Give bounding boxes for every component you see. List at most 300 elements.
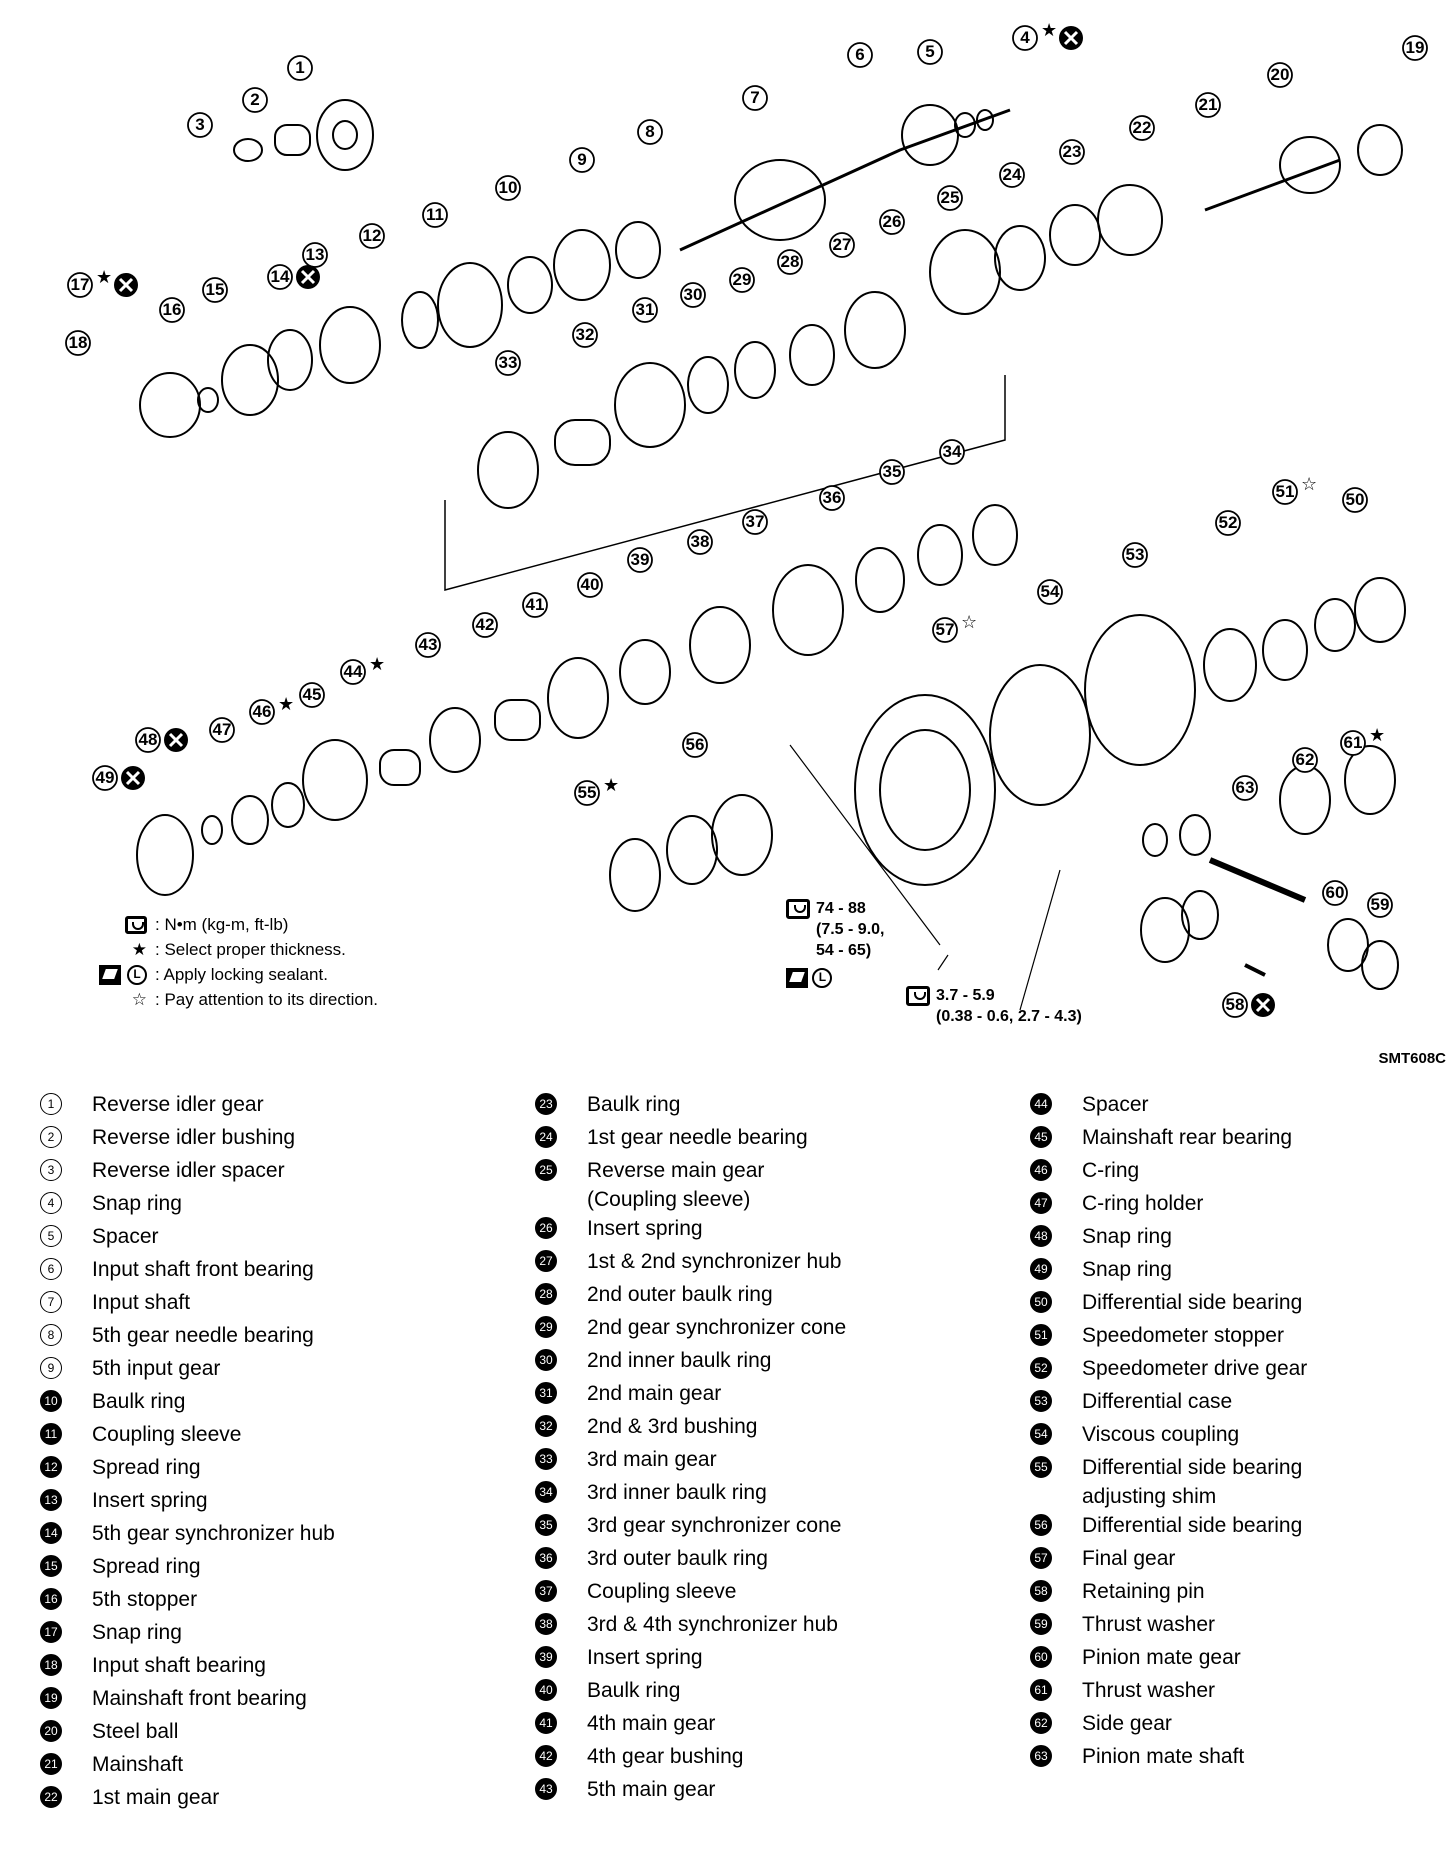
filled-star-icon: ★ — [1041, 20, 1058, 41]
callout-number: 20 — [1270, 65, 1290, 84]
part-name: 1st main gear — [92, 1786, 220, 1809]
part-number-badge: 49 — [1030, 1258, 1052, 1280]
part-spacer-44 — [380, 750, 420, 785]
part-c-ring — [272, 783, 304, 827]
part-name: C-ring — [1082, 1159, 1140, 1182]
parts-list-item — [535, 1610, 846, 1643]
callout-4 — [1013, 20, 1083, 50]
callout-number: 44 — [343, 662, 363, 681]
parts-list-item — [40, 1156, 335, 1189]
filled-star-icon: ★ — [278, 694, 295, 715]
part-3rd-4th-synchronizer-hub — [690, 607, 750, 683]
callout-number: 37 — [745, 512, 765, 531]
callout-number: 46 — [252, 702, 272, 721]
part-name: Coupling sleeve — [92, 1423, 242, 1446]
callout-number: 10 — [498, 178, 518, 197]
part-number-badge: 14 — [40, 1522, 62, 1544]
callout-33 — [496, 351, 520, 375]
part-number-badge: 59 — [1030, 1613, 1052, 1635]
part-number-badge: 61 — [1030, 1679, 1052, 1701]
part-number-badge: 7 — [40, 1291, 62, 1313]
locking-sealant-letter: L — [812, 968, 832, 988]
callout-number: 29 — [732, 270, 752, 289]
parts-list-item — [535, 1247, 846, 1280]
part-3rd-main-gear — [478, 432, 538, 508]
part-5th-input-gear — [554, 230, 610, 300]
callout-48 — [136, 728, 188, 752]
parts-list-item — [40, 1222, 335, 1255]
callout-number: 12 — [362, 226, 382, 245]
part-number-badge: 45 — [1030, 1126, 1052, 1148]
part-number-badge: 32 — [535, 1415, 557, 1437]
part-number-badge: 50 — [1030, 1291, 1052, 1313]
callout-29 — [730, 268, 754, 292]
parts-list-item — [535, 1313, 846, 1346]
parts-list-item — [40, 1717, 335, 1750]
callout-number: 56 — [685, 735, 705, 754]
parts-list-item — [1030, 1123, 1307, 1156]
part-coupling-sleeve-37 — [773, 565, 843, 655]
parts-list-item — [1030, 1742, 1307, 1775]
callout-37 — [743, 510, 767, 534]
part-name: Insert spring — [587, 1217, 703, 1240]
part-name: 5th main gear — [587, 1778, 716, 1801]
part-number-badge: 25 — [535, 1159, 557, 1181]
parts-list-item — [40, 1189, 335, 1222]
parts-list-item — [535, 1478, 846, 1511]
callout-41 — [523, 593, 547, 617]
callout-number: 55 — [577, 783, 597, 802]
parts-list-item — [535, 1544, 846, 1577]
part-mainshaft — [1205, 160, 1340, 210]
part-2nd-main-gear — [615, 363, 685, 447]
parts-list-item — [535, 1742, 846, 1775]
part-name: Baulk ring — [587, 1093, 681, 1116]
callout-number: 28 — [780, 252, 800, 271]
part-name: Mainshaft front bearing — [92, 1687, 307, 1710]
part-snap-ring-17 — [198, 388, 218, 412]
torque-spec-final-gear-bolt: 74 - 88 (7.5 - 9.0, 54 - 65) L — [786, 898, 884, 988]
part-c-ring-holder — [232, 796, 268, 844]
part-number-badge: 8 — [40, 1324, 62, 1346]
legend-direction: ☆ : Pay attention to its direction. — [75, 987, 378, 1012]
part-snap-ring-49 — [137, 815, 193, 895]
part-number-badge: 4 — [40, 1192, 62, 1214]
callout-20 — [1268, 63, 1292, 87]
part-number-badge: 42 — [535, 1745, 557, 1767]
parts-list-item — [1030, 1643, 1307, 1676]
callout-number: 54 — [1040, 582, 1060, 601]
callout-54 — [1038, 580, 1062, 604]
parts-list-item — [535, 1775, 846, 1808]
parts-list-item — [535, 1346, 846, 1379]
part-number-badge: 47 — [1030, 1192, 1052, 1214]
part-retaining-pin — [1245, 965, 1265, 975]
part-number-badge: 1 — [40, 1093, 62, 1115]
callout-27 — [830, 233, 854, 257]
part-final-gear — [855, 695, 995, 885]
parts-list-item — [535, 1445, 846, 1478]
callout-number: 18 — [68, 333, 88, 352]
part-2nd-3rd-bushing — [555, 420, 610, 465]
callout-number: 57 — [935, 620, 955, 639]
torque-spec-case-screw: 3.7 - 5.9 (0.38 - 0.6, 2.7 - 4.3) — [906, 985, 1082, 1027]
callout-number: 26 — [882, 212, 902, 231]
part-number-badge: 39 — [535, 1646, 557, 1668]
parts-list-item — [40, 1453, 335, 1486]
part-name: Spread ring — [92, 1456, 201, 1479]
part-name: 2nd outer baulk ring — [587, 1283, 773, 1306]
callout-39 — [628, 548, 652, 572]
parts-list-item — [1030, 1544, 1307, 1577]
part-name: 5th input gear — [92, 1357, 221, 1380]
part-3rd-gear-synchronizer-cone — [918, 525, 962, 585]
callout-number: 45 — [302, 685, 322, 704]
sealant-icon — [786, 968, 808, 988]
callout-35 — [880, 460, 904, 484]
parts-list-item — [535, 1412, 846, 1445]
callout-number: 62 — [1295, 750, 1315, 769]
part-number-badge: 46 — [1030, 1159, 1052, 1181]
part-side-gear — [1280, 766, 1330, 834]
part-differential-case — [1085, 615, 1195, 765]
part-number-badge: 62 — [1030, 1712, 1052, 1734]
part-1st-gear-needle-bearing — [995, 226, 1045, 290]
callout-28 — [778, 250, 802, 274]
parts-list-item — [1030, 1288, 1307, 1321]
part-number-badge: 56 — [1030, 1514, 1052, 1536]
part-5th-main-gear — [430, 708, 480, 772]
part-number-badge: 41 — [535, 1712, 557, 1734]
callout-32 — [573, 323, 597, 347]
filled-star-icon: ★ — [1369, 725, 1386, 746]
callout-number: 14 — [270, 267, 290, 286]
callout-number: 22 — [1132, 118, 1152, 137]
part-3rd-inner-baulk-ring — [973, 505, 1017, 565]
part-number-badge: 26 — [535, 1217, 557, 1239]
part-name: Baulk ring — [92, 1390, 186, 1413]
callout-number: 25 — [940, 188, 960, 207]
filled-star-icon: ★ — [369, 654, 386, 675]
parts-list-item — [40, 1288, 335, 1321]
callout-24 — [1000, 163, 1024, 187]
part-name: Pinion mate shaft — [1082, 1745, 1245, 1768]
part-reverse-idler-gear — [317, 100, 373, 170]
part-number-badge: 51 — [1030, 1324, 1052, 1346]
callout-number: 47 — [212, 720, 232, 739]
part-number-badge: 17 — [40, 1621, 62, 1643]
part-number-badge: 43 — [535, 1778, 557, 1800]
part-number-badge: 21 — [40, 1753, 62, 1775]
callout-52 — [1216, 511, 1240, 535]
part-spread-ring-12 — [402, 292, 438, 348]
locking-sealant-letter: L — [127, 965, 147, 985]
part-name: Input shaft — [92, 1291, 191, 1314]
callout-2 — [243, 88, 267, 112]
parts-list-item — [40, 1585, 335, 1618]
part-name: 3rd main gear — [587, 1448, 717, 1471]
parts-list-item — [1030, 1156, 1307, 1189]
part-name: 4th main gear — [587, 1712, 716, 1735]
callout-number: 60 — [1325, 883, 1345, 902]
part-name: Input shaft bearing — [92, 1654, 266, 1677]
callout-30 — [681, 283, 705, 307]
callout-number: 30 — [683, 285, 703, 304]
callout-25 — [938, 186, 962, 210]
part-name: Retaining pin — [1082, 1580, 1205, 1603]
part-name: Reverse idler bushing — [92, 1126, 296, 1149]
part-thrust-washer-59 — [1362, 941, 1398, 989]
parts-list-column-1 — [40, 1090, 335, 1816]
part-reverse-main-gear — [930, 230, 1000, 314]
part-reverse-idler-spacer — [234, 139, 262, 161]
callout-18 — [66, 331, 90, 355]
part-name: Spacer — [92, 1225, 159, 1248]
outline-star-icon: ☆ — [961, 612, 978, 633]
callout-number: 4 — [1020, 28, 1030, 47]
part-name: 2nd & 3rd bushing — [587, 1415, 758, 1438]
part-2nd-gear-synchronizer-cone — [735, 342, 775, 398]
callout-number: 19 — [1405, 38, 1425, 57]
part-input-shaft-front-bearing — [902, 105, 958, 165]
part-number-badge: 23 — [535, 1093, 557, 1115]
part-coupling-sleeve-11 — [438, 263, 502, 347]
part-name: 3rd gear synchronizer cone — [587, 1514, 842, 1537]
part-spread-ring-15 — [268, 330, 312, 390]
callout-23 — [1060, 140, 1084, 164]
part-number-badge: 37 — [535, 1580, 557, 1602]
figure-code: SMT608C — [1378, 1050, 1446, 1067]
parts-list-item — [535, 1156, 846, 1214]
part-name: Insert spring — [587, 1646, 703, 1669]
callout-16 — [160, 298, 184, 322]
part-number-badge: 15 — [40, 1555, 62, 1577]
parts-list-item — [535, 1676, 846, 1709]
parts-list-item — [40, 1651, 335, 1684]
callout-number: 50 — [1345, 490, 1365, 509]
parts-list-item — [1030, 1676, 1307, 1709]
callout-45 — [300, 683, 324, 707]
callout-57 — [933, 612, 977, 642]
part-number-badge: 31 — [535, 1382, 557, 1404]
part-number-badge: 10 — [40, 1390, 62, 1412]
callout-40 — [578, 573, 602, 597]
part-name: 2nd gear synchronizer cone — [587, 1316, 847, 1339]
callout-number: 40 — [580, 575, 600, 594]
callout-1 — [288, 56, 312, 80]
part-number-badge: 54 — [1030, 1423, 1052, 1445]
callout-22 — [1130, 116, 1154, 140]
callout-8 — [638, 120, 662, 144]
part-number-badge: 63 — [1030, 1745, 1052, 1767]
callout-number: 32 — [575, 325, 595, 344]
parts-list-item — [40, 1123, 335, 1156]
callout-36 — [820, 486, 844, 510]
callout-61 — [1341, 725, 1385, 755]
callout-number: 8 — [645, 122, 655, 141]
callout-number: 63 — [1235, 778, 1255, 797]
callout-49 — [93, 766, 145, 790]
part-name: 3rd inner baulk ring — [587, 1481, 767, 1504]
part-name: Pinion mate gear — [1082, 1646, 1241, 1669]
callout-number: 36 — [822, 488, 842, 507]
callout-34 — [940, 440, 964, 464]
part-number-badge: 34 — [535, 1481, 557, 1503]
part-number-badge: 30 — [535, 1349, 557, 1371]
part-1st-2nd-synchronizer-hub — [845, 292, 905, 368]
part-name: Steel ball — [92, 1720, 179, 1743]
part-name: 4th gear bushing — [587, 1745, 744, 1768]
part-name: Input shaft front bearing — [92, 1258, 314, 1281]
part-baulk-ring-23 — [1050, 205, 1100, 265]
callout-63 — [1233, 776, 1257, 800]
legend-torque: : N•m (kg-m, ft-lb) — [75, 912, 378, 937]
callout-42 — [473, 613, 497, 637]
part-name: C-ring holder — [1082, 1192, 1204, 1215]
part-name: Reverse idler spacer — [92, 1159, 285, 1182]
callout-number: 13 — [305, 245, 325, 264]
callout-46 — [250, 694, 294, 724]
callout-26 — [880, 210, 904, 234]
part-name: 5th stopper — [92, 1588, 198, 1611]
callout-17 — [68, 267, 138, 297]
part-number-badge: 3 — [40, 1159, 62, 1181]
part-number-badge: 13 — [40, 1489, 62, 1511]
callout-number: 3 — [195, 115, 205, 134]
part-number-badge: 44 — [1030, 1093, 1052, 1115]
callout-number: 59 — [1370, 895, 1390, 914]
part-5th-gear-needle-bearing — [616, 222, 660, 278]
callout-number: 53 — [1125, 545, 1145, 564]
parts-list-item — [535, 1577, 846, 1610]
part-name: Spacer — [1082, 1093, 1149, 1116]
callout-number: 58 — [1225, 995, 1245, 1014]
parts-list-item — [40, 1255, 335, 1288]
callout-number: 6 — [855, 45, 865, 64]
part-differential-side-bearing-adjusting-shim — [610, 839, 660, 911]
part-number-badge: 11 — [40, 1423, 62, 1445]
parts-list-item — [535, 1280, 846, 1313]
callout-58 — [1223, 993, 1275, 1017]
parts-list-item — [1030, 1354, 1307, 1387]
part-4th-gear-bushing — [495, 700, 540, 740]
parts-list-item — [1030, 1321, 1307, 1354]
callout-12 — [360, 224, 384, 248]
part-name: Mainshaft — [92, 1753, 184, 1776]
callout-14 — [268, 265, 320, 289]
part-name: Snap ring — [1082, 1225, 1172, 1248]
part-speedometer-stopper — [1263, 620, 1307, 680]
parts-list-item — [535, 1709, 846, 1742]
torque-icon — [906, 986, 930, 1006]
callout-60 — [1323, 881, 1347, 905]
parts-list-item — [1030, 1709, 1307, 1742]
part-number-badge: 9 — [40, 1357, 62, 1379]
callout-47 — [210, 718, 234, 742]
sealant-icon — [99, 965, 121, 985]
part-name: 5th gear synchronizer hub — [92, 1522, 335, 1545]
part-input-shaft — [680, 110, 1010, 250]
parts-list-item — [535, 1379, 846, 1412]
part-name: Differential side bearing — [1082, 1291, 1303, 1314]
callout-number: 16 — [162, 300, 182, 319]
parts-list-item — [40, 1783, 335, 1816]
filled-star-icon: ★ — [603, 775, 620, 796]
part-number-badge: 57 — [1030, 1547, 1052, 1569]
callout-number: 35 — [882, 462, 902, 481]
callout-38 — [688, 530, 712, 554]
part-name: 3rd outer baulk ring — [587, 1547, 768, 1570]
part-1st-main-gear — [1098, 185, 1162, 255]
part-pinion-mate-shaft — [1210, 860, 1305, 900]
outline-star-icon: ☆ — [131, 990, 147, 1009]
part-number-badge: 22 — [40, 1786, 62, 1808]
parts-list-item — [40, 1552, 335, 1585]
callout-7 — [743, 86, 767, 110]
part-reverse-idler-bushing — [275, 125, 310, 155]
part-name: 1st gear needle bearing — [587, 1126, 808, 1149]
filled-star-icon: ★ — [131, 940, 147, 959]
parts-list-column-2 — [535, 1090, 846, 1808]
callout-56 — [683, 733, 707, 757]
part-number-badge: 12 — [40, 1456, 62, 1478]
callout-number: 33 — [498, 353, 518, 372]
parts-list-item — [535, 1123, 846, 1156]
part-3rd-outer-baulk-ring — [856, 548, 904, 612]
parts-list-item — [1030, 1222, 1307, 1255]
part-thrust-washer-61 — [1345, 746, 1395, 814]
callout-53 — [1123, 543, 1147, 567]
callout-number: 1 — [295, 58, 305, 77]
part-5th-stopper — [222, 345, 278, 415]
parts-list-item — [40, 1090, 335, 1123]
part-number-badge: 60 — [1030, 1646, 1052, 1668]
parts-list-item — [40, 1486, 335, 1519]
parts-list-item — [1030, 1453, 1307, 1511]
parts-list-item — [1030, 1090, 1307, 1123]
callout-number: 49 — [95, 768, 115, 787]
part-number-badge: 28 — [535, 1283, 557, 1305]
callout-31 — [633, 298, 657, 322]
callout-number: 52 — [1218, 513, 1238, 532]
callout-43 — [416, 633, 440, 657]
part-name: Baulk ring — [587, 1679, 681, 1702]
callout-number: 42 — [475, 615, 495, 634]
part-number-badge: 24 — [535, 1126, 557, 1148]
part-name: Side gear — [1082, 1712, 1172, 1735]
part-name: Coupling sleeve — [587, 1580, 737, 1603]
parts-list-item — [40, 1684, 335, 1717]
callout-number: 2 — [250, 90, 260, 109]
parts-list-item — [1030, 1511, 1307, 1544]
callout-9 — [570, 148, 594, 172]
parts-list-item — [40, 1354, 335, 1387]
part-name: Mainshaft rear bearing — [1082, 1126, 1293, 1149]
callout-15 — [203, 278, 227, 302]
callout-11 — [423, 203, 447, 227]
part-number-badge: 35 — [535, 1514, 557, 1536]
part-baulk-ring-10 — [508, 257, 552, 313]
part-name: Reverse idler gear — [92, 1093, 264, 1116]
part-number-badge: 36 — [535, 1547, 557, 1569]
part-4th-main-gear — [548, 658, 608, 738]
parts-list-item — [40, 1618, 335, 1651]
callout-number: 11 — [426, 205, 444, 224]
callout-number: 61 — [1343, 733, 1363, 752]
callout-6 — [848, 43, 872, 67]
part-mainshaft-rear-bearing — [303, 740, 367, 820]
parts-list-item — [1030, 1255, 1307, 1288]
